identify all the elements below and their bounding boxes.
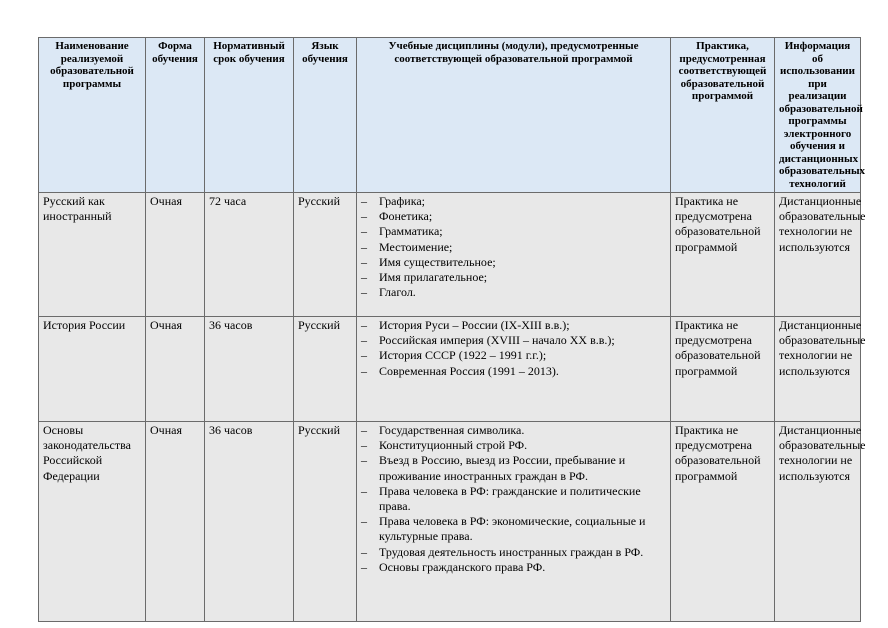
cell-term: 36 часов [205,317,294,422]
header-practice: Практика, предусмотренная соответствующей образовательной программой [671,38,775,193]
list-marker: – [361,363,367,378]
list-marker: – [361,224,367,239]
cell-program-name: Русский как иностранный [39,193,146,317]
cell-form: Очная [146,317,205,422]
discipline-text: Права человека в РФ: гражданские и политические права. [379,483,641,514]
discipline-text: Графика; [379,194,426,208]
discipline-text: Местоимение; [379,239,453,254]
discipline-text: Имя прилагательное; [379,270,488,285]
discipline-text: Глагол. [379,285,416,300]
discipline-text: Грамматика; [379,224,443,239]
list-marker: – [361,438,367,453]
table-row [39,317,861,422]
list-marker: – [361,285,367,300]
list-marker: – [361,239,367,254]
cell-elearning: Дистанционные образовательные технологии не используются [775,422,861,622]
discipline-item [361,209,666,224]
discipline-item [361,438,666,453]
discipline-item [361,194,666,209]
list-marker: – [361,194,367,208]
cell-practice: Практика не предусмотрена образовательной программой [671,422,775,622]
list-marker: – [361,270,367,285]
discipline-text: Российская империя (XVIII – начало XX в.в.); [379,333,615,348]
discipline-item [361,333,666,348]
discipline-item [361,240,666,255]
discipline-item [361,224,666,239]
discipline-item [361,484,666,514]
cell-language: Русский [294,193,357,317]
discipline-item [361,514,666,544]
discipline-item [361,285,666,300]
discipline-text: Конституционный строй РФ. [379,438,528,453]
cell-disciplines [357,422,671,622]
list-marker: – [361,544,367,559]
discipline-item [361,453,666,483]
discipline-item [361,318,666,333]
discipline-text: Фонетика; [379,209,433,224]
discipline-text: История Руси – России (IX-XIII в.в.); [379,318,570,332]
discipline-item [361,423,666,438]
programs-table [38,37,866,622]
disciplines-list [361,423,666,575]
list-marker: – [361,209,367,224]
cell-program-name: История России [39,317,146,422]
list-marker: – [361,483,367,498]
cell-term: 72 часа [205,193,294,317]
cell-practice: Практика не предусмотрена образовательной программой [671,317,775,422]
header-language: Язык обучения [294,38,357,193]
disciplines-list [361,194,666,300]
cell-form: Очная [146,193,205,317]
header-disciplines: Учебные дисциплины (модули), предусмотренные соответствующей образовательной программой [357,38,671,193]
cell-language: Русский [294,422,357,622]
header-row [39,38,861,193]
cell-practice: Практика не предусмотрена образовательной программой [671,193,775,317]
discipline-text: Въезд в Россию, выезд из России, пребывание и проживание иностранных граждан в РФ. [379,453,626,483]
header-term: Нормативный срок обучения [205,38,294,193]
discipline-item [361,560,666,575]
header-program-name: Наименование реализуемой образовательной программы [39,38,146,193]
discipline-item [361,364,666,379]
discipline-item [361,270,666,285]
list-marker: – [361,423,367,437]
header-form: Форма обучения [146,38,205,193]
list-marker: – [361,254,367,269]
cell-disciplines [357,193,671,317]
cell-disciplines [357,317,671,422]
list-marker: – [361,559,367,574]
discipline-text: История СССР (1922 – 1991 г.г.); [379,348,547,363]
list-marker: – [361,514,367,529]
cell-elearning: Дистанционные образовательные технологии не используются [775,317,861,422]
cell-form: Очная [146,422,205,622]
list-marker: – [361,348,367,363]
cell-elearning: Дистанционные образовательные технологии не используются [775,193,861,317]
discipline-item [361,545,666,560]
discipline-text: Современная Россия (1991 – 2013). [379,363,559,378]
table-row [39,193,861,317]
cell-term: 36 часов [205,422,294,622]
list-marker: – [361,318,367,332]
discipline-item [361,255,666,270]
table-row [39,422,861,622]
header-elearning: Информация об использовании при реализации образовательной программы электронного обучения и дистанционных образовательных технологий [775,38,861,193]
discipline-text: Права человека в РФ: экономические, социальные и культурные права. [379,514,646,544]
discipline-item [361,348,666,363]
discipline-text: Государственная символика. [379,423,525,437]
discipline-text: Трудовая деятельность иностранных граждан в РФ. [379,544,644,559]
discipline-text: Имя существительное; [379,254,496,269]
list-marker: – [361,453,367,468]
cell-program-name: Основы законодательства Российской Федерации [39,422,146,622]
cell-language: Русский [294,317,357,422]
list-marker: – [361,333,367,348]
discipline-text: Основы гражданского права РФ. [379,559,546,574]
disciplines-list [361,318,666,379]
